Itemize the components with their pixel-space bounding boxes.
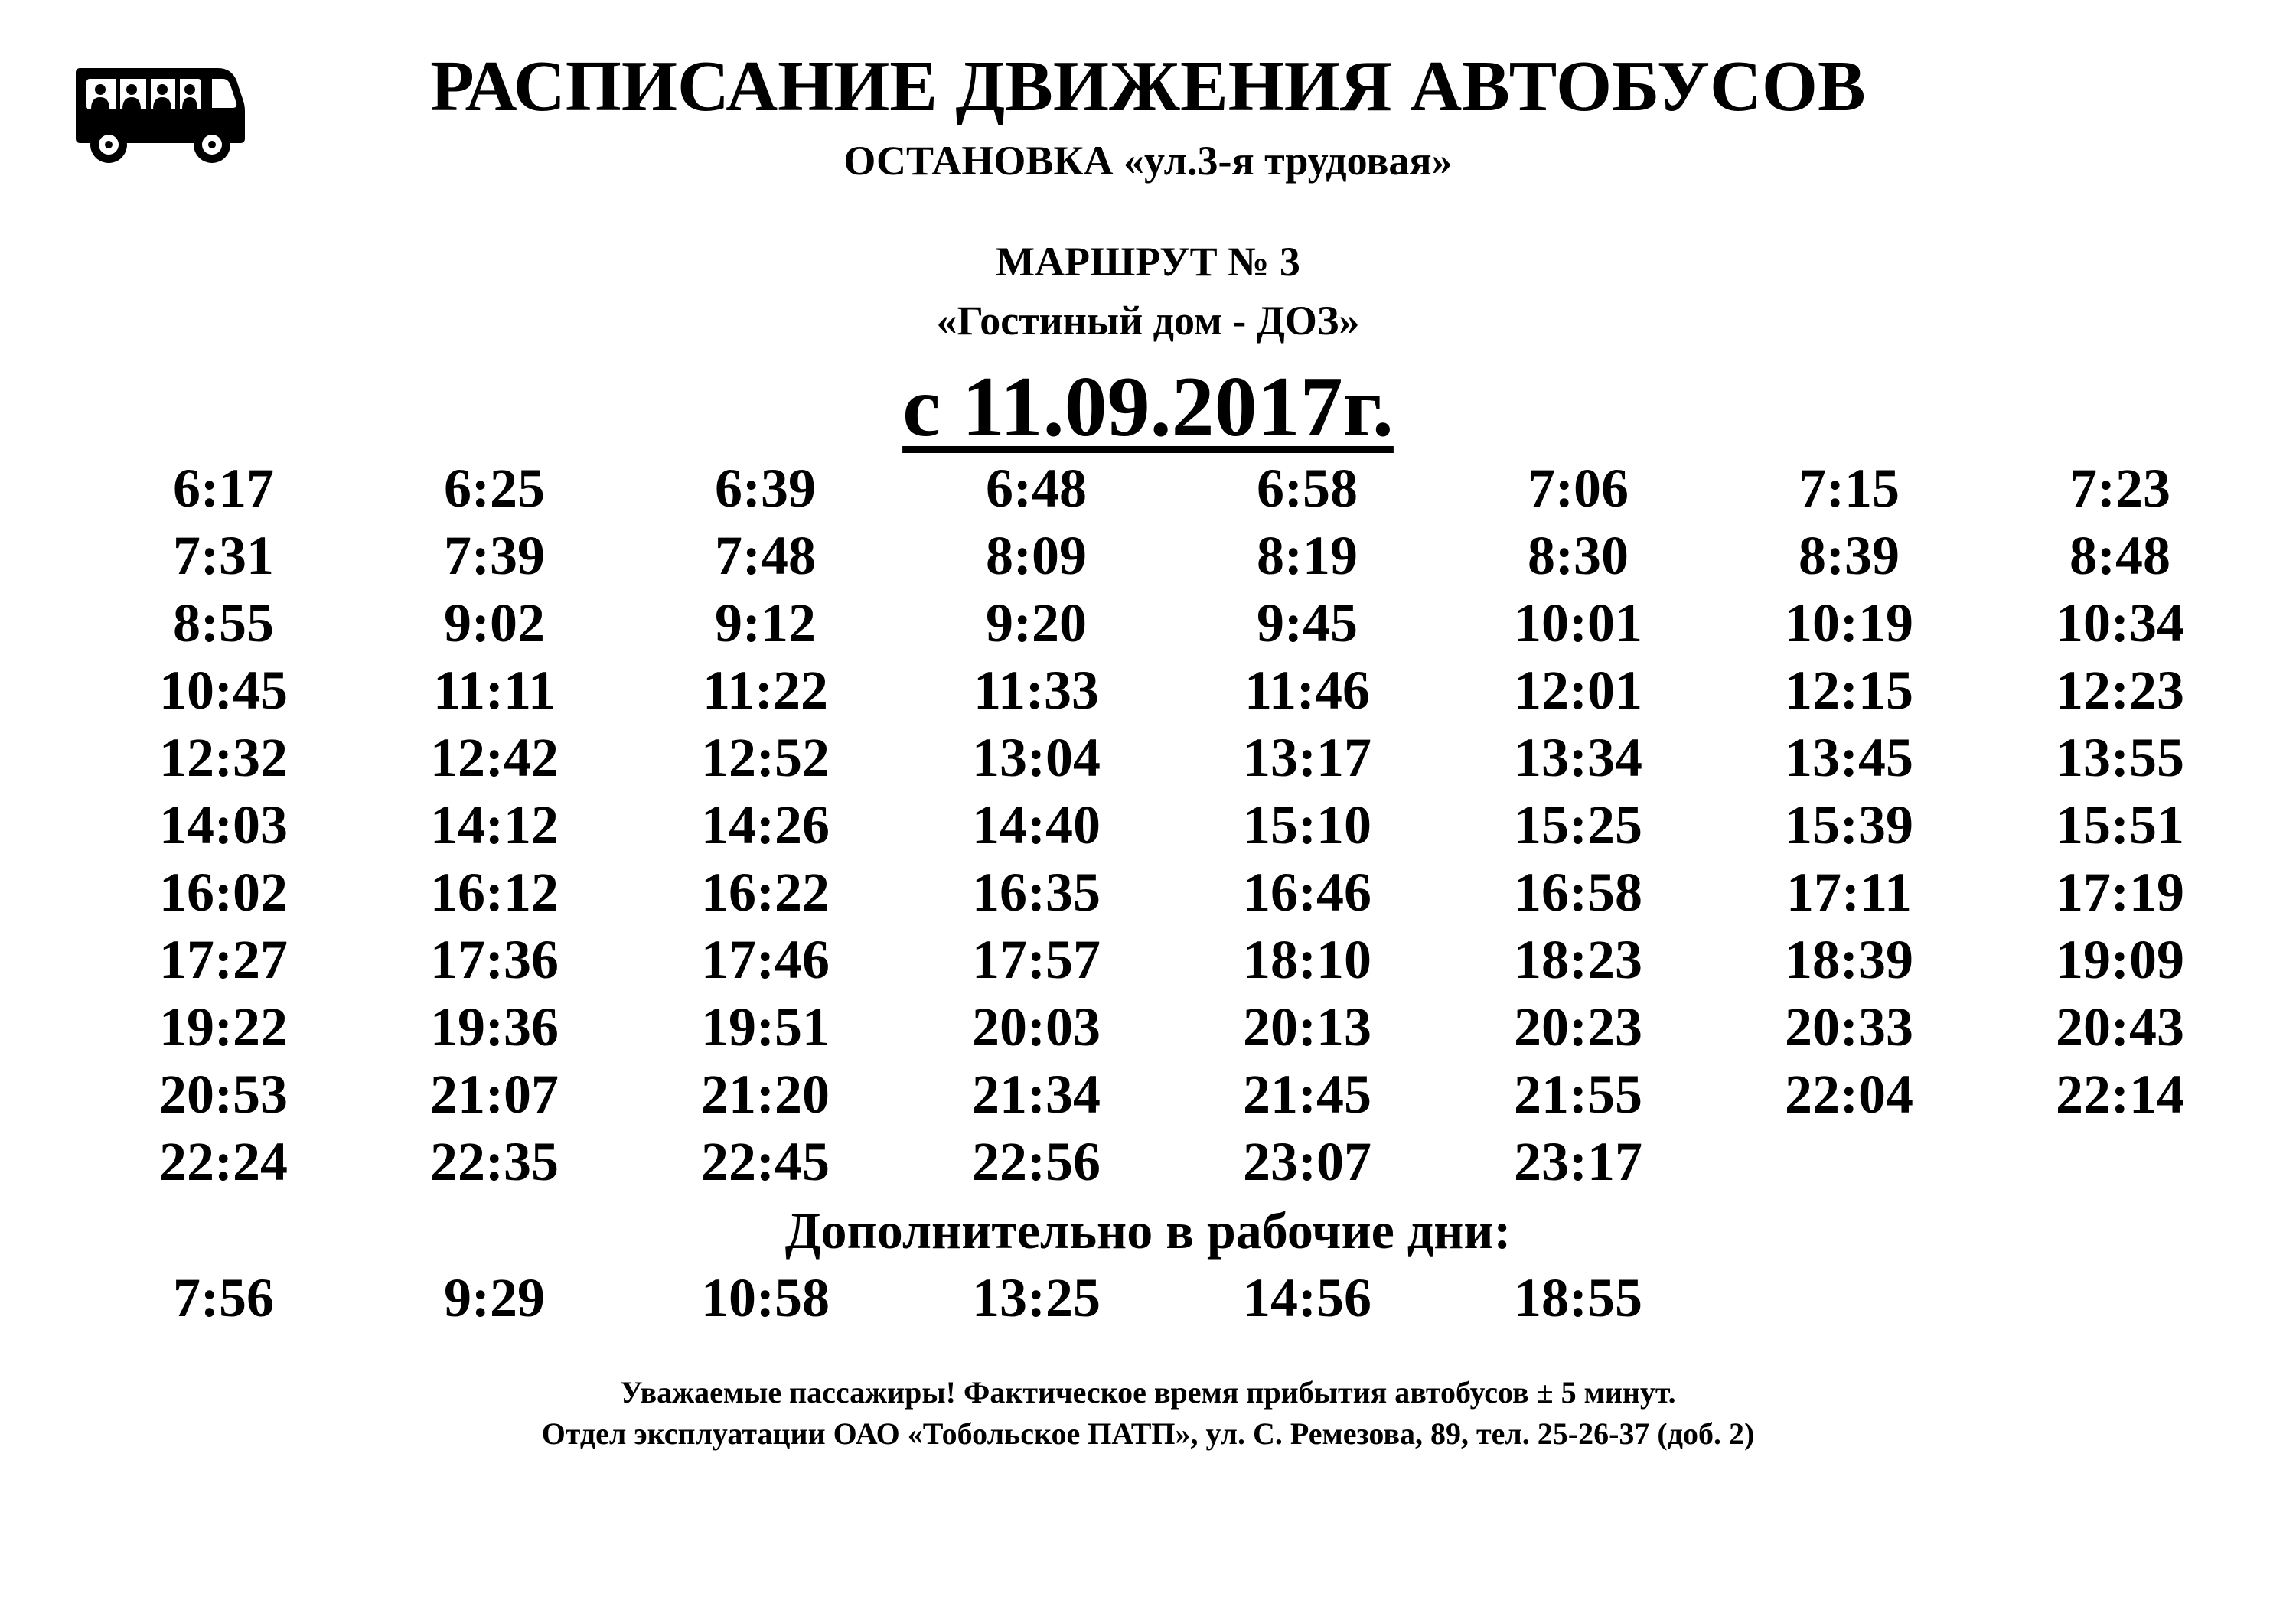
departure-time: 15:51: [2056, 794, 2184, 855]
schedule-row: [0, 1061, 2296, 1128]
additional-time: 14:56: [1243, 1267, 1371, 1328]
additional-time: 13:25: [972, 1267, 1101, 1328]
departure-time: 21:34: [972, 1064, 1101, 1125]
departure-time: 20:03: [972, 996, 1101, 1058]
departure-time: 13:55: [2056, 727, 2184, 788]
departure-time: 18:39: [1785, 929, 1913, 990]
departure-time: 22:04: [1785, 1064, 1913, 1125]
departure-time: 14:26: [701, 794, 830, 855]
departure-time: 7:48: [715, 525, 816, 586]
departure-time: 20:53: [159, 1064, 288, 1125]
departure-time: 17:36: [430, 929, 559, 990]
departure-time: 21:07: [430, 1064, 559, 1125]
schedule-grid: [0, 455, 2296, 1195]
departure-time: 6:39: [715, 458, 816, 519]
departure-time: 12:01: [1514, 660, 1642, 721]
departure-time: 8:30: [1528, 525, 1629, 586]
departure-time: 9:12: [715, 592, 816, 653]
departure-time: 14:40: [972, 794, 1101, 855]
departure-time: 13:34: [1514, 727, 1642, 788]
departure-time: 19:22: [159, 996, 288, 1058]
departure-time: 13:04: [972, 727, 1101, 788]
route-number: МАРШРУТ № 3: [996, 239, 1300, 285]
departure-time: 11:11: [432, 660, 556, 721]
schedule-row: [0, 455, 2296, 522]
departure-time: 14:03: [159, 794, 288, 855]
departure-time: 15:25: [1514, 794, 1642, 855]
departure-time: 17:27: [159, 929, 288, 990]
departure-time: 10:45: [159, 660, 288, 721]
stop-name: ОСТАНОВКА «ул.3-я трудовая»: [843, 138, 1453, 184]
additional-heading: Дополнительно в рабочие дни:: [784, 1201, 1512, 1260]
departure-time: 17:11: [1786, 862, 1912, 923]
departure-time: 9:02: [444, 592, 545, 653]
schedule-row: [0, 926, 2296, 993]
departure-time: 18:23: [1514, 929, 1642, 990]
departure-time: 13:45: [1785, 727, 1913, 788]
departure-time: 22:45: [701, 1131, 830, 1192]
departure-time: 16:35: [972, 862, 1101, 923]
departure-time: 9:20: [986, 592, 1087, 653]
schedule-row: [0, 657, 2296, 724]
departure-time: 16:02: [159, 862, 288, 923]
departure-time: 13:17: [1243, 727, 1371, 788]
additional-row: [0, 1264, 2296, 1331]
departure-time: 15:39: [1785, 794, 1913, 855]
contact-info: Отдел эксплуатации ОАО «Тобольское ПАТП», ул. С. Ремезова, 89, тел. 25-26-37 (доб. 2): [541, 1416, 1755, 1451]
departure-time: 7:06: [1528, 458, 1629, 519]
additional-time: 9:29: [444, 1267, 545, 1328]
departure-time: 21:20: [701, 1064, 830, 1125]
departure-time: 20:33: [1785, 996, 1913, 1058]
departure-time: 21:55: [1514, 1064, 1642, 1125]
page-title: РАСПИСАНИЕ ДВИЖЕНИЯ АВТОБУСОВ: [430, 47, 1866, 126]
departure-time: 18:10: [1243, 929, 1371, 990]
additional-time: 18:55: [1514, 1267, 1642, 1328]
departure-time: 21:45: [1243, 1064, 1371, 1125]
departure-time: 22:24: [159, 1131, 288, 1192]
departure-time: 14:12: [430, 794, 559, 855]
departure-time: 22:56: [972, 1131, 1101, 1192]
departure-time: 10:19: [1785, 592, 1913, 653]
departure-time: 7:31: [173, 525, 274, 586]
effective-date-text: с 11.09.2017г.: [902, 360, 1394, 455]
departure-time: 17:57: [972, 929, 1101, 990]
departure-time: 16:22: [701, 862, 830, 923]
departure-time: 22:35: [430, 1131, 559, 1192]
departure-time: 12:32: [159, 727, 288, 788]
departure-time: 7:15: [1799, 458, 1900, 519]
departure-time: 12:52: [701, 727, 830, 788]
departure-time: 7:23: [2069, 458, 2170, 519]
additional-time: 10:58: [701, 1267, 830, 1328]
departure-time: 19:51: [701, 996, 830, 1058]
departure-time: 6:48: [986, 458, 1087, 519]
departure-time: 20:43: [2056, 996, 2184, 1058]
departure-time: 23:07: [1243, 1131, 1371, 1192]
schedule-row: [0, 993, 2296, 1061]
departure-time: 16:58: [1514, 862, 1642, 923]
departure-time: 8:39: [1799, 525, 1900, 586]
schedule-row: [0, 589, 2296, 657]
departure-time: 15:10: [1243, 794, 1371, 855]
departure-time: 10:01: [1514, 592, 1642, 653]
departure-time: 16:46: [1243, 862, 1371, 923]
additional-time: 7:56: [173, 1267, 274, 1328]
departure-time: 6:25: [444, 458, 545, 519]
departure-time: 11:46: [1244, 660, 1370, 721]
departure-time: 17:46: [701, 929, 830, 990]
departure-time: 8:09: [986, 525, 1087, 586]
effective-date: [0, 360, 2296, 455]
departure-time: 19:36: [430, 996, 559, 1058]
schedule-row: [0, 522, 2296, 589]
departure-time: 6:17: [173, 458, 274, 519]
departure-time: 10:34: [2056, 592, 2184, 653]
additional-times: [0, 1264, 2296, 1331]
departure-time: 22:14: [2056, 1064, 2184, 1125]
departure-time: 16:12: [430, 862, 559, 923]
departure-time: 12:23: [2056, 660, 2184, 721]
departure-time: 12:15: [1785, 660, 1913, 721]
departure-time: 8:55: [173, 592, 274, 653]
departure-time: 6:58: [1257, 458, 1358, 519]
departure-time: 11:33: [973, 660, 1099, 721]
departure-time: 11:22: [702, 660, 828, 721]
departure-time: 12:42: [430, 727, 559, 788]
schedule-row: [0, 791, 2296, 859]
passenger-notice: Уважаемые пассажиры! Фактическое время прибытия автобусов ± 5 минут.: [620, 1375, 1676, 1410]
departure-time: 8:48: [2069, 525, 2170, 586]
departure-time: 20:23: [1514, 996, 1642, 1058]
departure-time: 8:19: [1257, 525, 1358, 586]
departure-time: 19:09: [2056, 929, 2184, 990]
departure-time: 23:17: [1514, 1131, 1642, 1192]
route-name: «Гостиный дом - ДОЗ»: [936, 298, 1360, 344]
departure-time: 17:19: [2056, 862, 2184, 923]
schedule-row: [0, 1128, 2296, 1195]
departure-time: 7:39: [444, 525, 545, 586]
schedule-row: [0, 724, 2296, 791]
departure-time: 9:45: [1257, 592, 1358, 653]
schedule-row: [0, 859, 2296, 926]
departure-time: 20:13: [1243, 996, 1371, 1058]
